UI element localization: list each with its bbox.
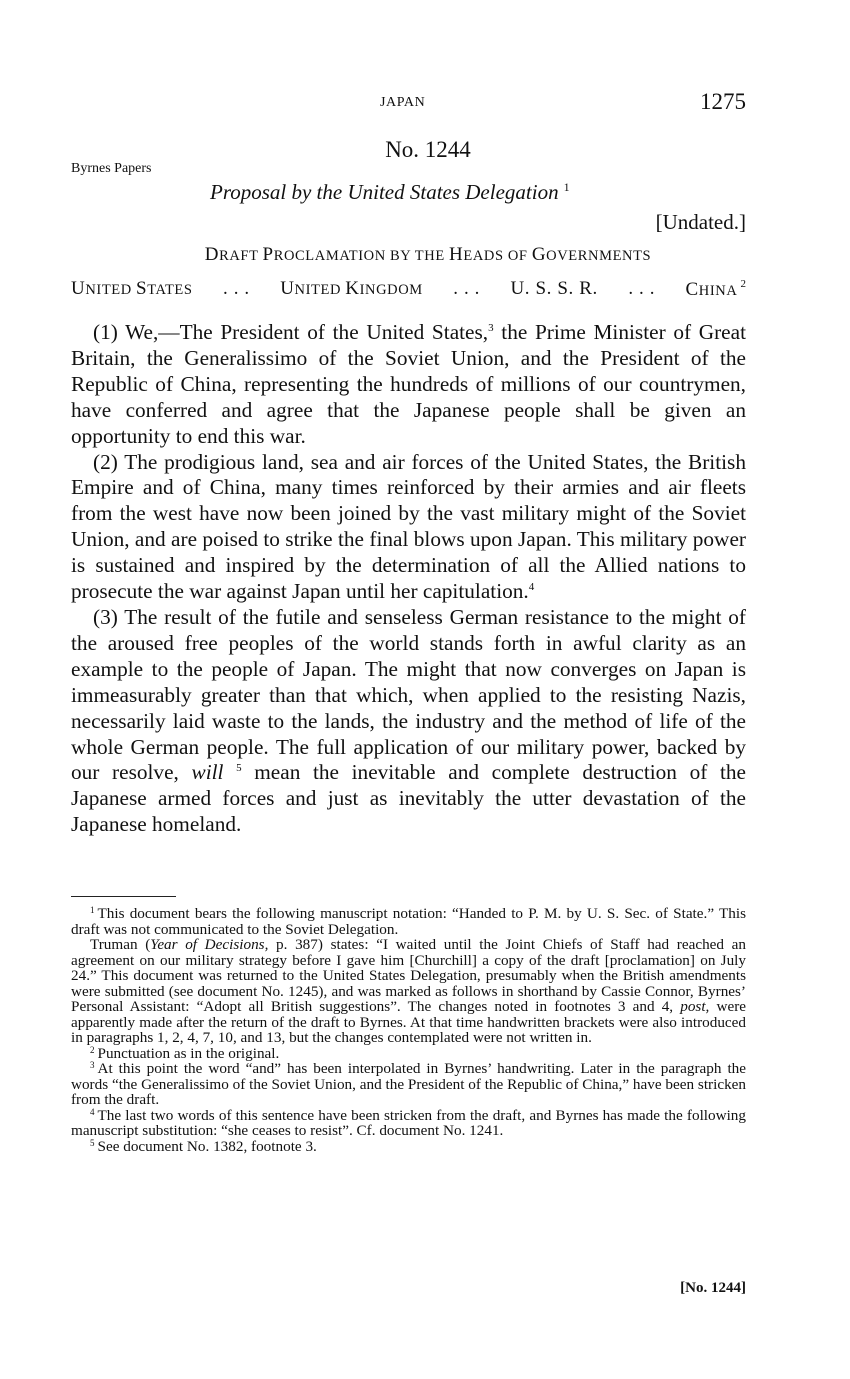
separator-dots: . . . [223, 278, 250, 299]
footnote-2: $^2$ Punctuation as in the original. [90, 1044, 280, 1062]
paragraph-2: (2) The prodigious land, sea and air forces of the United States, the British Empire and of China, many times reinforced by their armies and air fleets from the west have now been joined by the vast military might of the Soviet Union, and are poised to strike the final blows upon Japan. This military power is sustained and inspired by the determination of all the Allied nations to prosecute the war against Japan until her capitulation.$^4$ [71, 449, 746, 604]
footnote-3: $^3$ At this point the word “and” has been interpolated in Byrnes’ handwriting. Later in the paragraph the words “the Generalissimo of the Soviet Union, and the President of the Republic of China,” have been stricken from the draft. [71, 1060, 746, 1108]
proclamation-body [71, 320, 746, 838]
document-reference: [No. 1244] [680, 1280, 746, 1296]
source-label: Byrnes Papers [71, 161, 152, 176]
footnotes [71, 906, 746, 1154]
proclamation-heading: DRAFT PROCLAMATION BY THE HEADS OF GOVERNMENTS [204, 244, 652, 265]
footnote-4: $^4$ The last two words of this sentence have been stricken from the draft, and Byrnes has made the following manuscript substitution: “she ceases to resist”. Cf. document No. 1241. [71, 1106, 746, 1139]
footnote-ref-3: 3 [488, 322, 494, 334]
separator-dots: . . . [453, 278, 481, 299]
footnote-5: $^5$ See document No. 1382, footnote 3. [90, 1137, 317, 1155]
document-number: No. 1244 [385, 137, 471, 162]
footnote-ref-1: 1 [563, 180, 570, 194]
governments-line [71, 278, 746, 301]
gov-ussr: U. S. S. R. [510, 278, 598, 299]
gov-united-states: UNITED STATES [71, 278, 193, 299]
footnote-ref-2: 2 [740, 278, 746, 290]
running-title: JAPAN [380, 95, 426, 110]
footnote-divider [71, 896, 176, 897]
footnote-ref-4: 4 [528, 581, 535, 594]
paragraph-1: (1) We,—The President of the United States,$^3$ the Prime Minister of Great Britain, the Generalissimo of the Soviet Union, and the President of the Republic of China, representing the hundreds of millions of our countrymen, have conferred and agree that the Japanese people shall be given an opportunity to end this war. [71, 320, 747, 448]
gov-united-kingdom: UNITED KINGDOM [280, 278, 423, 299]
running-head [0, 89, 850, 116]
page-number: 1275 [700, 89, 746, 114]
gov-china: CHINA $^2$ [685, 278, 746, 300]
footnote-ref-5: 5 [236, 762, 242, 775]
document-date: [Undated.] [655, 210, 746, 234]
document-title [210, 180, 570, 205]
separator-dots: . . . [628, 278, 656, 299]
footnote-1: $^1$ This document bears the following manuscript notation: “Handed to P. M. by U. S. Sec. of State.” This draft was not communicated to the Soviet Delegation. [71, 905, 746, 938]
paragraph-3: (3) The result of the futile and senseless German resistance to the might of the aroused free peoples of the world stands forth in awful clarity as an example to the people of Japan. The might that now converges on Japan is immeasurably greater than that which, when applied to the resisting Nazis, necessarily laid waste to the lands, the industry and the method of life of the whole German people. The full application of our military power, backed by our resolve, will $^5$ mean the inevitable and complete destruction of the Japanese armed forces and just as inevitably the utter devastation of the Japanese homeland. [71, 604, 746, 837]
document-title-text: Proposal by the United States Delegation [210, 180, 559, 204]
footnote-1-continued: Truman (Year of Decisions, p. 387) states: “I waited until the Joint Chiefs of Staff had reached an agreement on our military strategy before I gave him [Churchill] a copy of the draft [proclamation] on July 24.” This document was returned to the United States Delegation, presumably when the British amendments were submitted (see document No. 1245), and was marked as follows in shorthand by Cassie Connor, Byrnes’ Personal Assistant: “Adopt all British suggestions”. The changes noted in footnotes 3 and 4, post, were apparently made after the return of the draft to Byrnes. At that time handwritten brackets were also introduced in paragraphs 1, 2, 4, 7, 10, and 13, but the changes contemplated were not written in. [71, 936, 746, 1046]
